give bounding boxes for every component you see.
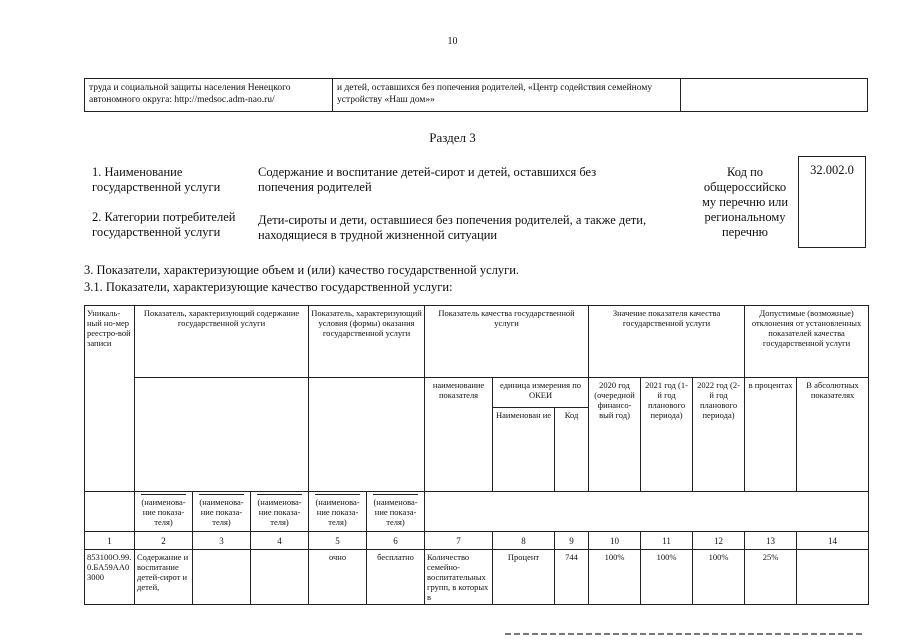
col-number-14: 14	[797, 532, 869, 550]
row-form: очно	[309, 550, 367, 605]
placeholder-b	[193, 492, 251, 532]
row-deviation-percent: 25%	[745, 550, 797, 605]
service-name-value-line1: Содержание и воспитание детей-сирот и детей, оставшихся без	[258, 165, 597, 179]
registry-code-box: 32.002.0	[798, 156, 866, 248]
registry-code-label-line4: региональному	[704, 210, 786, 224]
header-quality-indicator: Показатель качества государственной услуги	[425, 306, 589, 378]
continuation-table	[84, 78, 868, 112]
placeholder-d-label: (наименова-ние показа-теля)	[315, 494, 360, 527]
col-number-8: 8	[493, 532, 555, 550]
placeholder-a-label: (наименова-ние показа-теля)	[141, 494, 186, 527]
col-number-1: 1	[85, 532, 135, 550]
consumer-value-line2: находящиеся в трудной жизненной ситуации	[258, 228, 498, 242]
service-name-label-line2: государственной услуги	[92, 180, 221, 194]
col-number-5: 5	[309, 532, 367, 550]
row-col-4	[251, 550, 309, 605]
header-allowed-deviation: Допустимые (возможные) отклонения от установленных показателей качества государственной услуги	[745, 306, 869, 378]
col-number-12: 12	[693, 532, 745, 550]
col-number-10: 10	[589, 532, 641, 550]
numbers-spacer	[85, 492, 135, 532]
row-value-2022: 100%	[693, 550, 745, 605]
col-number-7: 7	[425, 532, 493, 550]
table-row	[85, 550, 869, 605]
heading-indicators: 3. Показатели, характеризующие объем и (или) качество государственной услуги.	[84, 263, 520, 277]
col-number-2: 2	[135, 532, 193, 550]
service-name-label-line1: 1. Наименование	[92, 165, 183, 179]
header-year-2020: 2020 год (очередной финансо-вый год)	[589, 378, 641, 492]
header-unit-name: Наименован ие	[493, 408, 555, 492]
consumer-label-line1: 2. Категории потребителей	[92, 210, 236, 224]
registry-code-label-line2: общероссийско	[703, 180, 787, 194]
row-unit-code: 744	[555, 550, 589, 605]
registry-code-label-line5: перечню	[721, 225, 769, 239]
section-title: Раздел 3	[429, 130, 476, 145]
registry-code-label	[690, 165, 800, 240]
page-number: 10	[447, 36, 458, 47]
row-value-2020: 100%	[589, 550, 641, 605]
continuation-cell-2: и детей, оставшихся без попечения родителей, «Центр содействия семейному устройству «Наш дом»»	[333, 79, 681, 111]
header-indicator-name: наименование показателя	[425, 378, 493, 492]
col-number-11: 11	[641, 532, 693, 550]
header-content-indicator: Показатель, характеризующий содержание государственной услуги	[135, 306, 309, 378]
placeholder-d	[309, 492, 367, 532]
placeholder-e	[367, 492, 425, 532]
conditions-placeholders	[309, 378, 425, 492]
placeholder-filler	[425, 492, 869, 532]
row-content: Содержание и воспитание детей-сирот и детей,	[135, 550, 193, 605]
registry-code-label-line1: Код по	[726, 165, 764, 179]
row-value-2021: 100%	[641, 550, 693, 605]
consumer-value-line1: Дети-сироты и дети, оставшиеся без попечения родителей, а также дети,	[258, 213, 647, 227]
col-number-13: 13	[745, 532, 797, 550]
row-payment: бесплатно	[367, 550, 425, 605]
row-indicator-name: Количество семейно-воспитательных групп, в которых в	[425, 550, 493, 605]
placeholder-b-label: (наименова-ние показа-теля)	[199, 494, 244, 527]
row-deviation-absolute	[797, 550, 869, 605]
service-name-value-line2: попечения родителей	[258, 180, 372, 194]
continuation-cell-3	[681, 79, 867, 111]
header-absolute: В абсолютных показателях	[797, 378, 869, 492]
quality-indicators-table	[84, 305, 869, 605]
row-registry-number: 853100О.99.0.БА59АА03000	[85, 550, 135, 605]
heading-quality-indicators: 3.1. Показатели, характеризующие качество государственной услуги:	[84, 280, 453, 294]
row-col-3	[193, 550, 251, 605]
scan-artifact-line	[505, 633, 865, 635]
row-unit-name: Процент	[493, 550, 555, 605]
placeholder-e-label: (наименова-ние показа-теля)	[373, 494, 418, 527]
header-in-percent: в процентах	[745, 378, 797, 492]
placeholder-c	[251, 492, 309, 532]
col-number-3: 3	[193, 532, 251, 550]
header-unit: единица измерения по ОКЕИ	[493, 378, 589, 408]
col-number-9: 9	[555, 532, 589, 550]
placeholder-c-label: (наименова-ние показа-теля)	[257, 494, 302, 527]
continuation-cell-1: труда и социальной защиты населения Ненецкого автономного округа: http://medsoc.adm-nao.ru/	[85, 79, 333, 111]
content-placeholders	[135, 378, 309, 492]
header-year-2022: 2022 год (2-й год планового периода)	[693, 378, 745, 492]
header-unit-code: Код	[555, 408, 589, 492]
col-number-6: 6	[367, 532, 425, 550]
header-unique-number: Уникаль-ный но-мер реестро-вой записи	[85, 306, 135, 492]
col-number-4: 4	[251, 532, 309, 550]
header-conditions-indicator: Показатель, характеризующий условия (формы) оказания государственной услуги	[309, 306, 425, 378]
consumer-label-line2: государственной услуги	[92, 225, 221, 239]
header-year-2021: 2021 год (1-й год планового периода)	[641, 378, 693, 492]
placeholder-a	[135, 492, 193, 532]
header-quality-value: Значение показателя качества государственной услуги	[589, 306, 745, 378]
registry-code-label-line3: му перечню или	[701, 195, 789, 209]
